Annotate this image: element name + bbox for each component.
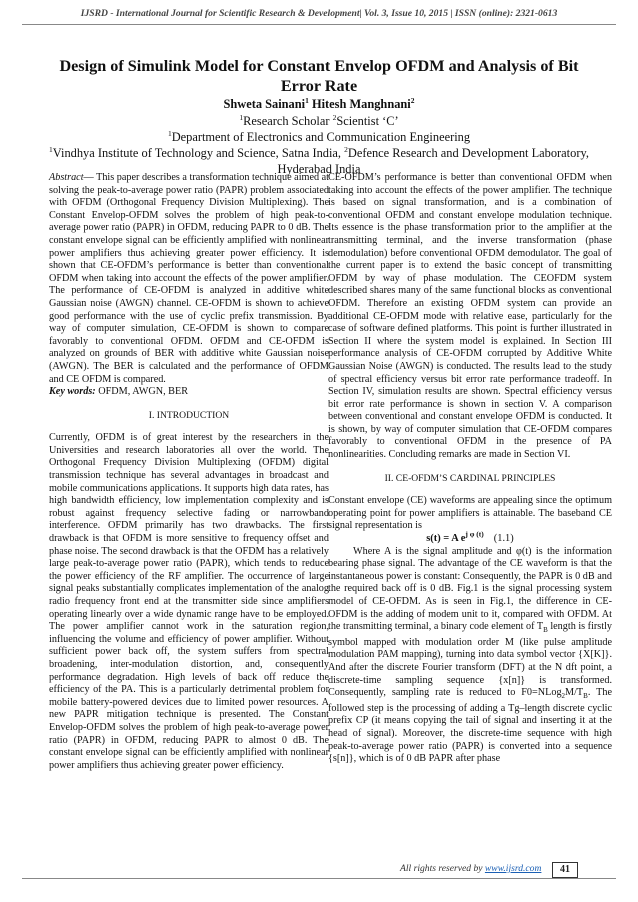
right-paragraph-3: Where A is the signal amplitude and φ(t) is the information bearing phase signal. The advantage of the CE waveform is that the instantaneous power is constant: Consequently, the PAPR is 0 dB and the required back off is 0 dB. Fig.1 is the signal processing system model of CE-OFDM. As is seen in Fig.1, the difference in CE-OFDM is the adding of modem unit to it, compared with OFDM. At the transmitting terminal, a binary code element of $T_B$ length is firstly symbol mapped with modulation order M (like pulse amplitude modulation PAM mapping), turning into data symbol vector {X[K]}. And after the discrete Fourier transform (DFT) at the N dft point, a discrete-time sampling sequence {x[n]} is transformed. Consequently, sampling rate is reduced to $F0=NLog_2M/T_B$. The followed step is the processing of adding a Tg–length discrete cyclic prefix CP (it means copying the tail of signal and inserting it at the head of signal). Moreover, the discrete-time sequence with high peak-to-average power ratio (PAPR) is converted into a sequence {s[n]}, which is of 0 dB PAPR after phase [328,545,613,765]
left-column [49,172,329,772]
abstract: Abstract— This paper describes a transformation technique aimed at solving the peak-to-average power ratio (PAPR) problem associated with OFDM (Orthogonal Frequency Division Multiplexing). The Constant Envelop-OFDM solves the problem of high peak-to-average power ratio (PAPR) in OFDM, reducing PAPR to 0 dB. The constant envelope signal can be efficiently amplified with nonlinear power amplifiers thus achieving greater power efficiency. It is shown that CE-OFDM’s performance is better than conventional OFDM when taking into account the effects of the power amplifier. The performance of CE-OFDM is analyzed in additive white Gaussian noise (AWGN) channel. CE-OFDM is shown to achieve good performance with the use of cyclic prefix transmission. By way of computer simulation, CE-OFDM is shown to compare favorably to conventional OFDM. OFDM and CE-OFDM is analyzed on grounds of BER with additive white Gaussian noise (AWGN). The BER is calculated and the performance of OFDM and CE OFDM is compared. [49,172,329,385]
introduction-paragraph: Currently, OFDM is of great interest by the researchers in the Universities and research laboratories all over the world. The Orthogonal Frequency Division Multiplexing (OFDM) digital transmission technique has several advantages in broadcast and mobile communications applications. It supports high data rates, has high bandwidth efficiency, low implementation complexity and is robust against frequency selective fading or narrowband interference. OFDM primarily has two drawbacks. The first drawback is that OFDM is more sensitive to frequency offset and phase noise. The second drawback is that the OFDM has a relatively large peak-to-average power ratio (PAPR), which tends to reduce the power efficiency of the RF amplifier. The occurrence of large signal peaks substantially complicates implementation of the analog radio frequency front end at the transmitter side since amplifiers operating linearly over a wide dynamic range have to be employed. The power amplifier cannot work in the saturation region, influencing the volume and efficiency of power amplifier. Without sufficient power back off, the system suffers from spectral broadening, inter-modulation distortion, and, consequently performance degradation. High levels of back off reduce the efficiency of the PA. This is a particularly detrimental problem for mobile battery-powered devices due to limited power resources. A new PAPR mitigation technique is presented. The Constant Envelop-OFDM solves the problem of high peak-to-average power ratio (PAPR) in OFDM, reducing PAPR to almost 0 dB. The constant envelope signal can be efficiently amplified with nonlinear power amplifiers thus achieving greater power efficiency. [49,432,329,771]
footer-rights: All rights reserved by www.ijsrd.com [400,863,542,874]
affiliation-roles: $^1$Research Scholar $^2$Scientist ‘C’ [239,112,399,128]
affiliation-institutes: $^1$Vindhya Institute of Technology and Science, Satna India, $^2$Defence Research and Development Laboratory, Hyderabad India [49,144,589,176]
header-rule [22,24,616,25]
footer-rule [22,878,616,879]
journal-header: IJSRD - International Journal for Scientific Research & Development| Vol. 3, Issue 10, 2015 | ISSN (online): 2321-0613 [80,8,558,19]
right-paragraph-1: CE-OFDM’s performance is better than conventional OFDM when taking into account the effects of the power amplifier. The technique is based on signal transformation, and is a combination of conventional OFDM and constant envelope modulation technique. Its essence is the phase transformation prior to the amplifier at the transmitting terminal, and the inverse transformation (phase demodulation) before conventional OFDM demodulator. The goal of the current paper is to extend the basic concept of transmitting OFDM by way of phase modulation. The CEOFDM system described shares many of the same functional blocks as conventional OFDM. Therefore an existing OFDM system can provide an additional CE-OFDM mode with relative ease, particularly for the case of software defined platforms. This point is further illustrated in Section II where the system model is explained. In Section III performance analysis of CE-OFDM corrupted by Additive White Gaussian Noise (AWGN) is conducted. The results lead to the study of spectral efficiency versus bit error rate performance tradeoff. In Section IV, simulation results are shown. Spectral efficiency versus bit error rate performance is shown in section V. A comparison between conventional and constant envelope OFDM is conducted. It is shown, by way of computer simulation that CE-OFDM compares favorably to conventional OFDM in the presence of PA nonlinearities. Concluding remarks are made in Section VI. [328,172,612,461]
keywords: Key words: OFDM, AWGN, BER [49,386,188,398]
authors: Shweta Sainani$^1$ Hitesh Manghnani$^2$ [223,95,415,111]
equation-1-1: s(t) = A $e^{j \varphi (t)}$ (1.1) [426,529,514,545]
paper-title: Design of Simulink Model for Constant Envelop OFDM and Analysis of Bit Error Rate [59,57,579,95]
author-2: Hitesh Manghnani [308,97,411,111]
right-paragraph-2: Constant envelope (CE) waveforms are appealing since the optimum operating point for power amplifiers is attainable. The baseband CE signal representation is [328,495,612,532]
author-1: Shweta Sainani [223,97,306,111]
affiliation-department: $^1$Department of Electronics and Communication Engineering [167,128,471,144]
section-heading-introduction: I. INTRODUCTION [148,409,230,421]
page-number: 41 [552,862,578,878]
keywords-label: Key words: [49,386,96,398]
footer-website-link[interactable]: www.ijsrd.com [484,863,542,874]
section-heading-ce-ofdm: II. CE-OFDM’S CARDINAL PRINCIPLES [384,472,556,484]
abstract-label: Abstract [49,172,84,183]
right-column [328,172,612,766]
